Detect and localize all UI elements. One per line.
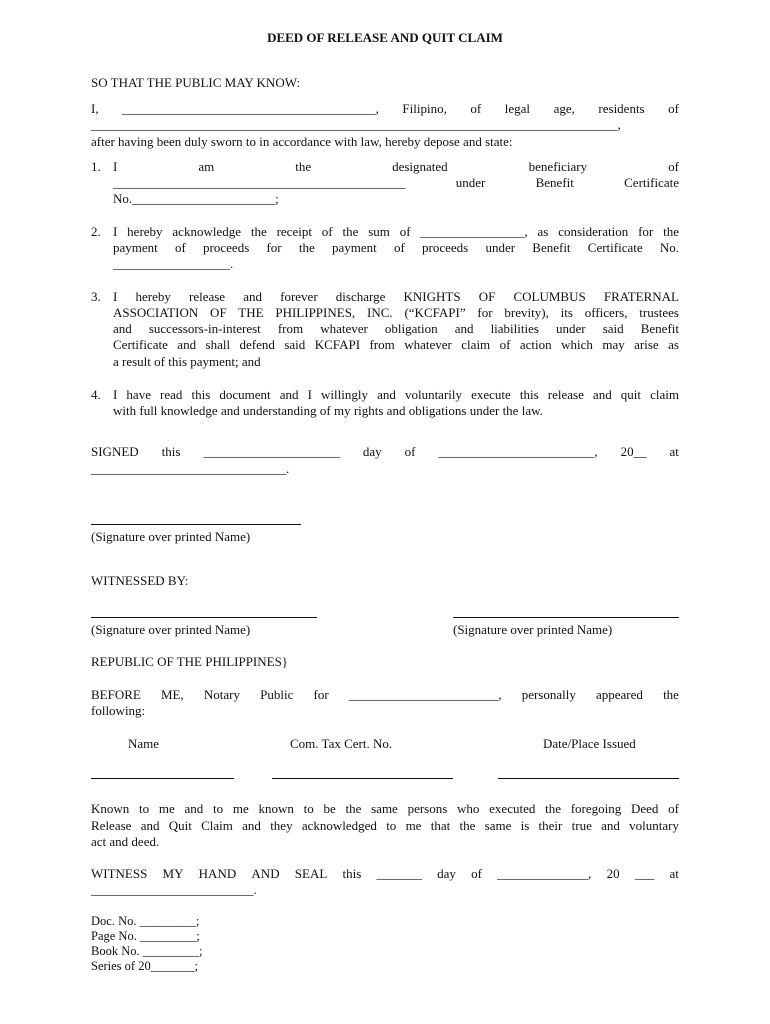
item-3-line-1: I hereby release and forever discharge KNIGHTS OF COLUMBUS FRATERNAL <box>113 289 679 304</box>
notary-place-blank: _______________________, <box>348 687 502 702</box>
item-1-word: beneficiary <box>528 159 588 174</box>
intro-heading: SO THAT THE PUBLIC MAY KNOW: <box>91 75 301 90</box>
item-3-line-4: Certificate and shall defend said KCFAPI from whatever claim of action which may arise as <box>113 337 679 352</box>
signature-line <box>91 524 301 525</box>
before-me-line <box>91 687 679 704</box>
witness-left-signature-line <box>91 617 317 618</box>
witness-hand-word: day <box>437 866 456 881</box>
signed-word: SIGNED <box>91 444 139 459</box>
before-me-word: Notary <box>203 687 240 702</box>
known-line-2: Release and Quit Claim and they acknowledged to me that the same is their true and voluntary <box>91 818 679 833</box>
certificate-number-line: No.______________________; <box>113 191 279 206</box>
signed-month-blank: ________________________, <box>438 444 598 459</box>
witness-right-caption: (Signature over printed Name) <box>453 622 613 637</box>
republic-heading: REPUBLIC OF THE PHILIPPINES} <box>91 654 289 669</box>
item-2-number: 2. <box>91 224 101 239</box>
witnessed-by-heading: WITNESSED BY: <box>91 573 189 588</box>
signed-word: at <box>669 444 679 459</box>
witness-hand-word: at <box>669 866 679 881</box>
signed-year: 20__ <box>620 444 647 459</box>
document-title: DEED OF RELEASE AND QUIT CLAIM <box>267 30 503 45</box>
known-line-1: Known to me and to me known to be the same persons who executed the foregoing Deed of <box>91 801 679 816</box>
before-me-word: BEFORE <box>91 687 141 702</box>
date-place-entry-line <box>498 778 679 779</box>
witness-hand-word: this <box>342 866 362 881</box>
item-2-line-2: payment of proceeds for the payment of proceeds under Benefit Certificate No. <box>113 240 679 255</box>
witness-hand-word: AND <box>251 866 280 881</box>
item-1-word: am <box>198 159 215 174</box>
before-me-word: for <box>313 687 329 702</box>
witness-hand-place-blank: _________________________. <box>91 882 257 897</box>
item-4-line-1: I have read this document and I willingly and voluntarily execute this release and quit claim <box>113 387 679 402</box>
item-3-line-2: ASSOCIATION OF THE PHILIPPINES, INC. (“KCFAPI” for brevity), its officers, trustees <box>113 305 679 320</box>
item-2-line-3: __________________. <box>113 256 234 271</box>
name-entry-line <box>91 778 234 779</box>
signed-word: of <box>404 444 416 459</box>
before-me-word: ME, <box>160 687 184 702</box>
before-me-word: Public <box>260 687 294 702</box>
following-label: following: <box>91 703 146 718</box>
witness-hand-day-blank: _______ <box>376 866 422 881</box>
item-1-word: designated <box>392 159 448 174</box>
witness-hand-word: MY <box>162 866 184 881</box>
beneficiary-blank: _____________________________________________ <box>113 175 406 190</box>
tax-cert-entry-line <box>272 778 453 779</box>
item-3-line-5: a result of this payment; and <box>113 354 261 369</box>
witness-hand-year-blank: ___ <box>634 866 655 881</box>
item-2-line-1: I hereby acknowledge the receipt of the sum of ________________, as consideration for the <box>113 224 679 239</box>
series-of-field: Series of 20_______; <box>91 959 198 973</box>
item-1-word: under <box>455 175 486 190</box>
witness-hand-month-blank: ______________, <box>497 866 592 881</box>
item-3-number: 3. <box>91 289 101 304</box>
witness-hand-word: SEAL <box>294 866 328 881</box>
signed-day-blank: _____________________ <box>203 444 340 459</box>
item-1-word: I <box>113 159 118 174</box>
signature-caption: (Signature over printed Name) <box>91 529 251 544</box>
declarant-line: I, _______________________________________, Filipino, of legal age, residents of <box>91 101 679 116</box>
column-header-name: Name <box>128 736 160 751</box>
signed-word: day <box>362 444 382 459</box>
item-4-line-2: with full knowledge and understanding of my rights and obligations under the law. <box>113 403 543 418</box>
witness-hand-word: HAND <box>198 866 237 881</box>
sworn-statement: after having been duly sworn to in accordance with law, hereby depose and state: <box>91 134 513 149</box>
witness-hand-word: 20 <box>606 866 620 881</box>
column-header-tax-cert: Com. Tax Cert. No. <box>290 736 393 751</box>
notarial-register <box>91 914 202 974</box>
residence-line: _________________________________________________________________________________, <box>91 117 621 132</box>
signed-place-blank: ______________________________. <box>91 461 290 476</box>
item-1-row-1 <box>113 159 679 176</box>
item-1-number: 1. <box>91 159 101 174</box>
known-line-3: act and deed. <box>91 834 160 849</box>
doc-no-field: Doc. No. _________; <box>91 914 200 928</box>
signed-word: this <box>161 444 181 459</box>
item-1-word: Certificate <box>624 175 679 190</box>
before-me-word: the <box>663 687 679 702</box>
witness-hand-line <box>91 866 679 883</box>
before-me-word: personally <box>521 687 576 702</box>
signed-line <box>91 444 679 461</box>
witness-hand-word: of <box>471 866 482 881</box>
item-1-word: of <box>668 159 679 174</box>
witness-left-caption: (Signature over printed Name) <box>91 622 251 637</box>
item-1-word: the <box>295 159 312 174</box>
witness-hand-word: WITNESS <box>91 866 148 881</box>
item-1-row-2 <box>113 175 679 192</box>
column-header-date-place: Date/Place Issued <box>543 736 636 751</box>
item-3-line-3: and successors-in-interest from whatever obligation and liabilities under said Benefit <box>113 321 679 336</box>
page-no-field: Page No. _________; <box>91 929 200 943</box>
witness-right-signature-line <box>453 617 679 618</box>
before-me-word: appeared <box>596 687 643 702</box>
item-1-word: Benefit <box>535 175 574 190</box>
book-no-field: Book No. _________; <box>91 944 203 958</box>
item-4-number: 4. <box>91 387 101 402</box>
